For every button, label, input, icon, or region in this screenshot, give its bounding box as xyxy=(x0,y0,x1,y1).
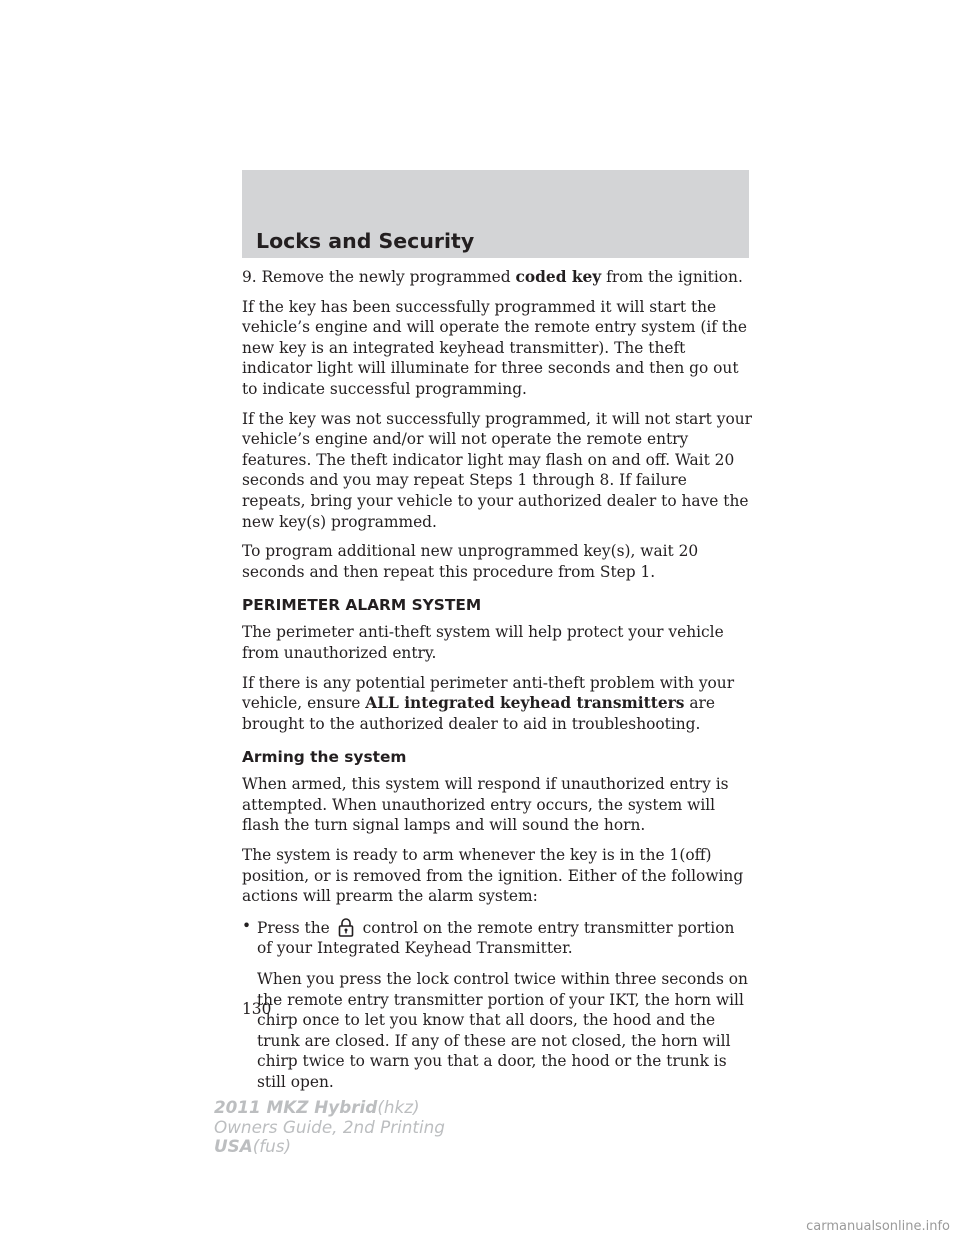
integrated-keyhead-term: ALL integrated keyhead transmitters xyxy=(365,694,685,713)
arming-paragraph-1: When armed, this system will respond if unauthorized entry is attempted. When unauthorized entry occurs, the system will flash the turn signal lamps and will sound the horn. xyxy=(242,775,729,835)
press-lock-bullet: • Press the control on the remote entry transmitter portion of your Integrated Keyhead Transmitter. xyxy=(242,916,735,958)
footer-line-1: 2011 MKZ Hybrid(hkz) xyxy=(214,1097,420,1117)
perimeter-paragraph-2: If there is any potential perimeter anti-theft problem with your vehicle, ensure ALL integrated keyhead transmitters are brought to the authorized dealer to aid in troubleshooting. xyxy=(242,673,735,733)
page-content xyxy=(242,267,754,1102)
coded-key-term: coded key xyxy=(515,268,602,286)
lock-icon xyxy=(335,916,357,938)
step-9: 9. Remove the newly programmed coded key from the ignition. xyxy=(242,268,743,286)
success-paragraph: If the key has been successfully programmed it will start the vehicle’s engine and will operate the remote entry system (if the new key is an integrated keyhead transmitter). The theft indicator light will illuminate for three seconds and then go out to indicate successful programming. xyxy=(242,297,748,398)
footer-line-3: USA(fus) xyxy=(214,1136,292,1156)
lock-twice-note: When you press the lock control twice within three seconds on the remote entry transmitter portion of your IKT, the horn will chirp once to let you know that all doors, the hood and the trunk are closed. If any of these are not closed, the horn will chirp twice to warn you that a door, the hood or the trunk is still open. xyxy=(257,970,748,1091)
perimeter-paragraph-1: The perimeter anti-theft system will help protect your vehicle from unauthorized entry. xyxy=(242,623,724,662)
additional-keys-paragraph: To program additional new unprogrammed key(s), wait 20 seconds and then repeat this procedure from Step 1. xyxy=(242,542,699,581)
section-title: Locks and Security xyxy=(256,229,475,253)
bullet-mark: • xyxy=(242,916,252,935)
document-footer xyxy=(214,1098,445,1157)
watermark-text: carmanualsonline.info xyxy=(806,1219,950,1234)
failure-paragraph: If the key was not successfully programmed, it will not start your vehicle’s engine and/or will not operate the remote entry features. The theft indicator light may flash on and off. Wait 20 seconds and you may repeat Steps 1 through 8. If failure repeats, bring your vehicle to your authorized dealer to have the new key(s) programmed. xyxy=(242,409,752,531)
arming-paragraph-2: The system is ready to arm whenever the key is in the 1(off) position, or is removed from the ignition. Either of the following actions will prearm the alarm system: xyxy=(242,846,744,906)
perimeter-alarm-heading: PERIMETER ALARM SYSTEM xyxy=(242,596,482,615)
page-number: 130 xyxy=(242,1000,272,1018)
footer-line-2: Owners Guide, 2nd Printing xyxy=(214,1116,445,1137)
arming-heading: Arming the system xyxy=(242,748,407,767)
